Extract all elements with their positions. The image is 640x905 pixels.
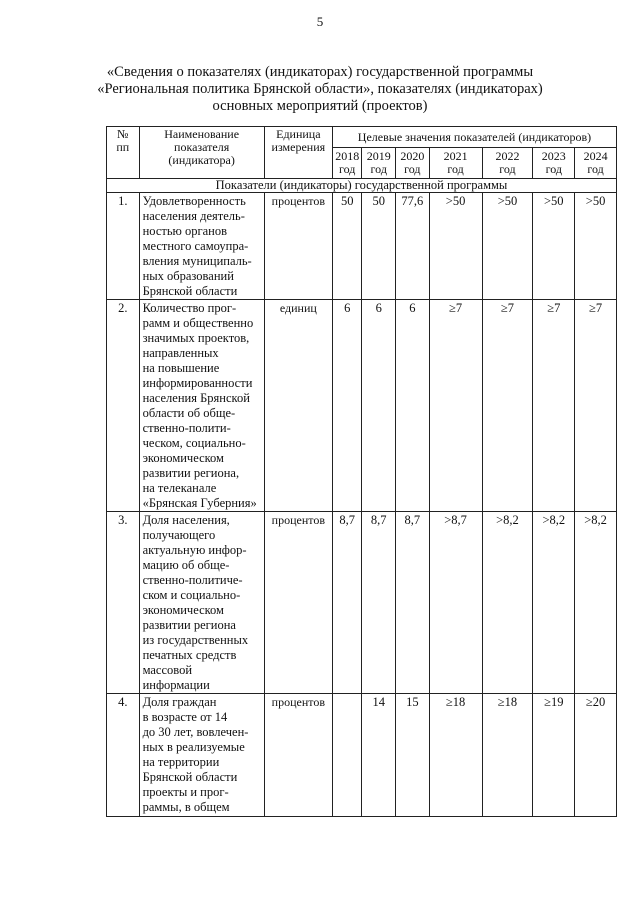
unit-cell: единиц <box>264 300 332 512</box>
table-row <box>107 193 617 300</box>
unit-cell: процентов <box>264 694 332 817</box>
row-number: 1. <box>107 193 140 300</box>
value-cell <box>332 694 362 817</box>
value-cell: ≥7 <box>482 300 533 512</box>
indicators-table <box>106 126 617 817</box>
row-number: 2. <box>107 300 140 512</box>
value-cell: >8,2 <box>482 512 533 694</box>
row-number: 4. <box>107 694 140 817</box>
value-cell: 15 <box>396 694 430 817</box>
header-year: 2022 год <box>482 148 533 179</box>
table-row <box>107 300 617 512</box>
title-line: «Региональная политика Брянской области», показателях (индикаторах) <box>97 81 543 97</box>
value-cell: ≥19 <box>533 694 575 817</box>
indicator-name: Доля населения, получающего актуальную инфор- мацию об обще- ственно-политиче- ском и социально- экономическом развитии региона из государственных печатных средств массовой информации <box>139 512 264 694</box>
header-year: 2018 год <box>332 148 362 179</box>
value-cell: >8,2 <box>533 512 575 694</box>
header-year: 2021 год <box>429 148 482 179</box>
value-cell: ≥7 <box>533 300 575 512</box>
value-cell: 14 <box>362 694 396 817</box>
value-cell: ≥18 <box>429 694 482 817</box>
value-cell: 50 <box>362 193 396 300</box>
document-title <box>90 64 550 115</box>
value-cell: >50 <box>575 193 617 300</box>
value-cell: ≥18 <box>482 694 533 817</box>
section-title: Показатели (индикаторы) государственной программы <box>107 179 617 193</box>
title-line: «Сведения о показателях (индикаторах) государственной программы <box>106 64 534 80</box>
title-line: основных мероприятий (проектов) <box>212 98 428 114</box>
value-cell: 8,7 <box>396 512 430 694</box>
header-target-values: Целевые значения показателей (индикаторов) <box>332 127 616 148</box>
value-cell: 8,7 <box>362 512 396 694</box>
value-cell: >50 <box>482 193 533 300</box>
page-number: 5 <box>316 14 324 29</box>
value-cell: ≥20 <box>575 694 617 817</box>
value-cell: 8,7 <box>332 512 362 694</box>
value-cell: >8,7 <box>429 512 482 694</box>
indicator-name: Количество прог- рамм и общественно значимых проектов, направленных на повышение информированности населения Брянской области об обще- ственно-полити- ческом, социально- экономическом развитии региона, на телеканале «Брянская Губерния» <box>139 300 264 512</box>
value-cell: 77,6 <box>396 193 430 300</box>
value-cell: ≥7 <box>575 300 617 512</box>
unit-cell: процентов <box>264 512 332 694</box>
indicator-name: Удовлетворенность населения деятель- ностью органов местного самоупра- вления муниципаль- ных образований Брянской области <box>139 193 264 300</box>
row-number: 3. <box>107 512 140 694</box>
header-unit: Единица измерения <box>264 127 332 179</box>
value-cell: 50 <box>332 193 362 300</box>
value-cell: >50 <box>533 193 575 300</box>
unit-cell: процентов <box>264 193 332 300</box>
header-year: 2020 год <box>396 148 430 179</box>
indicator-name: Доля граждан в возрасте от 14 до 30 лет, вовлечен- ных в реализуемые на территории Брянской области проекты и прог- раммы, в общем <box>139 694 264 817</box>
header-num: № пп <box>107 127 140 179</box>
value-cell: ≥7 <box>429 300 482 512</box>
header-year: 2023 год <box>533 148 575 179</box>
table-row <box>107 512 617 694</box>
value-cell: >8,2 <box>575 512 617 694</box>
value-cell: 6 <box>396 300 430 512</box>
value-cell: >50 <box>429 193 482 300</box>
value-cell: 6 <box>332 300 362 512</box>
header-year: 2019 год <box>362 148 396 179</box>
header-year: 2024 год <box>575 148 617 179</box>
value-cell: 6 <box>362 300 396 512</box>
table-row <box>107 694 617 817</box>
header-name: Наименование показателя (индикатора) <box>139 127 264 179</box>
